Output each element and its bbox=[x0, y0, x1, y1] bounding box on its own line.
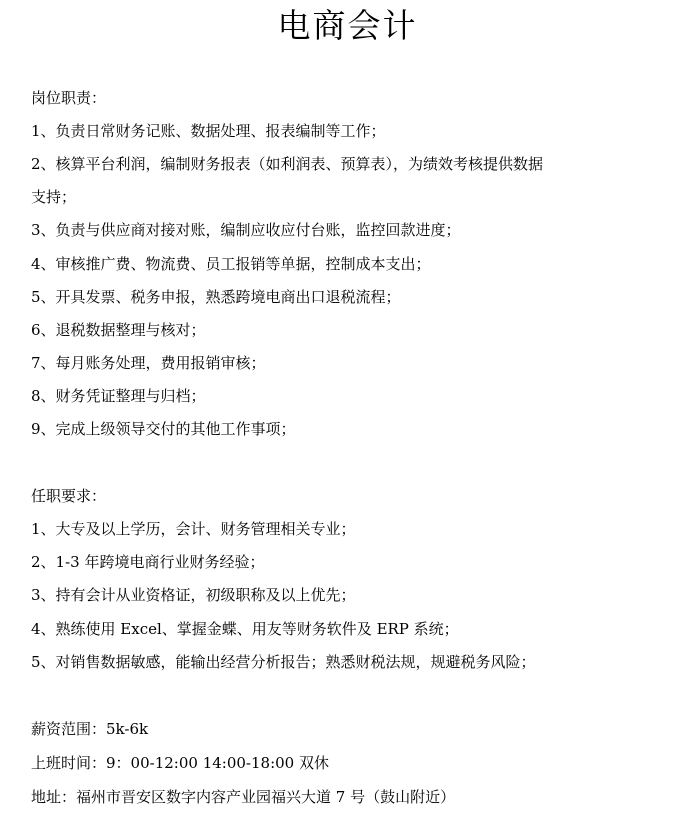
requirement-item: 4、熟练使用 Excel、掌握金蝶、用友等财务软件及 ERP 系统； bbox=[31, 620, 459, 638]
duty-item: 5、开具发票、税务申报，熟悉跨境电商出口退税流程； bbox=[31, 288, 401, 306]
duty-item: 6、退税数据整理与核对； bbox=[31, 321, 206, 339]
duties-heading: 岗位职责： bbox=[31, 89, 107, 107]
duty-item: 3、负责与供应商对接对账，编制应收应付台账，监控回款进度； bbox=[31, 221, 461, 239]
work-hours: 上班时间：9：00-12:00 14:00-18:00 双休 bbox=[31, 754, 329, 772]
duty-item: 7、每月账务处理，费用报销审核； bbox=[31, 354, 266, 372]
requirement-item: 1、大专及以上学历，会计、财务管理相关专业； bbox=[31, 520, 356, 538]
requirement-item: 5、对销售数据敏感，能输出经营分析报告；熟悉财税法规，规避税务风险； bbox=[31, 653, 536, 671]
page-title: 电商会计 bbox=[277, 6, 418, 45]
address: 地址：福州市晋安区数字内容产业园福兴大道 7 号（鼓山附近） bbox=[31, 788, 456, 806]
requirements-heading: 任职要求： bbox=[31, 487, 107, 505]
requirement-item: 2、1-3 年跨境电商行业财务经验； bbox=[31, 553, 265, 571]
salary-range: 薪资范围：5k-6k bbox=[31, 720, 149, 738]
duty-item: 4、审核推广费、物流费、员工报销等单据，控制成本支出； bbox=[31, 255, 431, 273]
requirement-item: 3、持有会计从业资格证，初级职称及以上优先； bbox=[31, 586, 356, 604]
duty-item: 8、财务凭证整理与归档； bbox=[31, 387, 206, 405]
duty-item: 1、负责日常财务记账、数据处理、报表编制等工作； bbox=[31, 122, 386, 140]
duty-item: 2、核算平台利润，编制财务报表（如利润表、预算表），为绩效考核提供数据 bbox=[31, 155, 544, 173]
duty-item-continuation: 支持； bbox=[31, 188, 77, 206]
duty-item: 9、完成上级领导交付的其他工作事项； bbox=[31, 420, 296, 438]
